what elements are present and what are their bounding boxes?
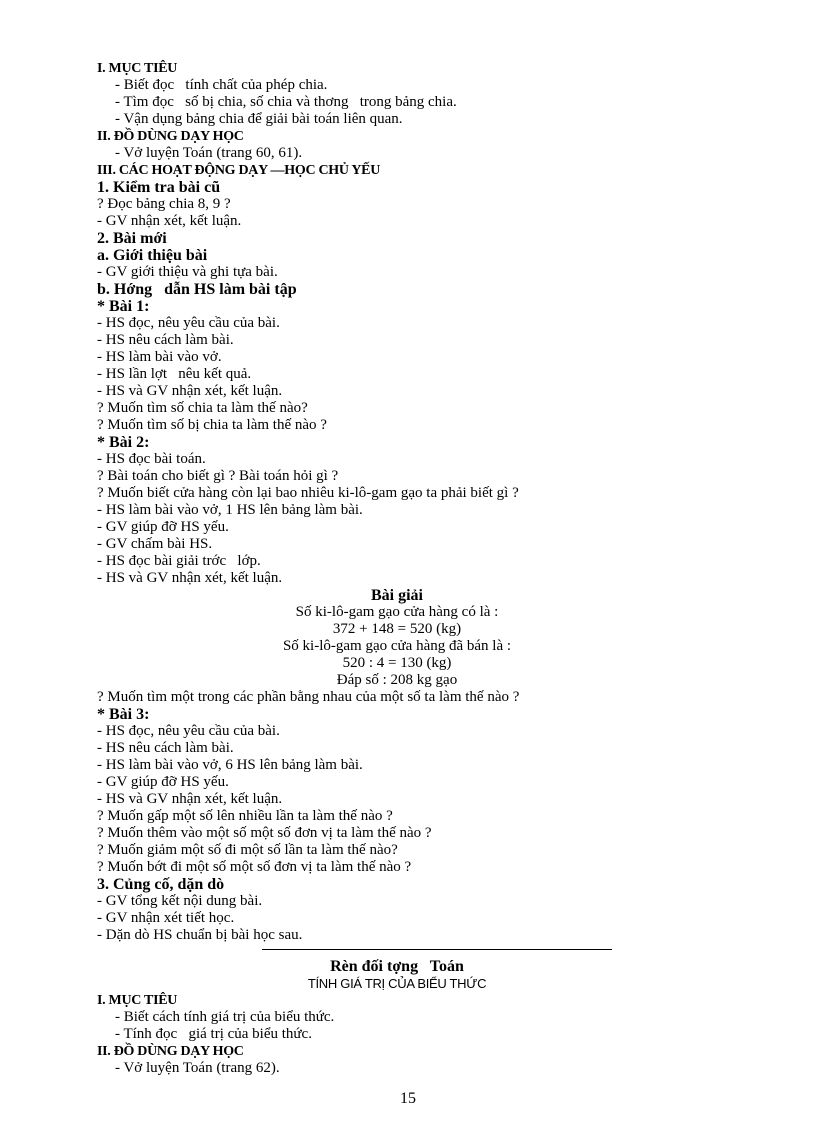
exercise3-line: - HS làm bài vào vở, 6 HS lên bảng làm bài. (97, 757, 363, 773)
solution-line: Số ki-lô-gam gạo cửa hàng đã bán là : (282, 638, 512, 654)
section2-objective-line: - Biết cách tính giá trị của biểu thức. (115, 1009, 335, 1025)
intro-title: a. Giới thiệu bài (97, 247, 208, 264)
section2-material-line: - Vở luyện Toán (trang 62). (115, 1060, 280, 1076)
section-divider (262, 949, 612, 950)
section2-subtitle: TÍNH GIÁ TRỊ CỦA BIỂU THỨC (307, 976, 487, 991)
section2-heading-materials: II. ĐỒ DÙNG DẠY HỌC (97, 1044, 244, 1059)
heading-materials: II. ĐỒ DÙNG DẠY HỌC (97, 129, 244, 144)
exercise3-line: ? Muốn thêm vào một số một số đơn vị ta làm thế nào ? (97, 825, 432, 841)
objective-line: - Vận dụng bảng chia để giải bài toán liên quan. (115, 111, 403, 127)
exercise1-line: - HS và GV nhận xét, kết luận. (97, 383, 283, 399)
question-line: ? Muốn tìm một trong các phần bằng nhau của một số ta làm thế nào ? (97, 689, 520, 705)
guide-title: b. Hớng dẫn HS làm bài tập (97, 281, 297, 298)
exercise2-line: - GV giúp đỡ HS yếu. (97, 519, 229, 535)
exercise3-line: ? Muốn gấp một số lên nhiều lần ta làm thế nào ? (97, 808, 393, 824)
exercise2-line: - GV chấm bài HS. (97, 536, 213, 552)
document-page (97, 60, 657, 1077)
exercise3-line: - HS nêu cách làm bài. (97, 740, 234, 756)
material-line: - Vở luyện Toán (trang 60, 61). (115, 145, 303, 161)
solution-line: 520 : 4 = 130 (kg) (342, 655, 452, 671)
exercise3-line: ? Muốn giảm một số đi một số lần ta làm thế nào? (97, 842, 398, 858)
exercise2-line: - HS làm bài vào vở, 1 HS lên bảng làm bài. (97, 502, 363, 518)
exercise2-line: - HS và GV nhận xét, kết luận. (97, 570, 283, 586)
solution-title: Bài giải (370, 587, 423, 604)
section2-objective-line: - Tính đọc giá trị của biểu thức. (115, 1026, 312, 1042)
exercise2-line: ? Muốn biết cửa hàng còn lại bao nhiêu ki-lô-gam gạo ta phải biết gì ? (97, 485, 519, 501)
exercise3-title: * Bài 3: (97, 706, 150, 723)
exercise2-title: * Bài 2: (97, 434, 150, 451)
exercise1-title: * Bài 1: (97, 298, 150, 315)
exercise3-line: ? Muốn bớt đi một số một số đơn vị ta làm thế nào ? (97, 859, 412, 875)
exercise3-line: - HS và GV nhận xét, kết luận. (97, 791, 283, 807)
exercise2-line: - HS đọc bài giải trớc lớp. (97, 553, 261, 569)
heading-objectives: I. MỤC TIÊU (97, 61, 178, 76)
exercise2-line: ? Bài toán cho biết gì ? Bài toán hỏi gì ? (97, 468, 339, 484)
new-lesson-title: 2. Bài mới (97, 230, 167, 247)
exercise1-line: - HS đọc, nêu yêu cầu của bài. (97, 315, 280, 331)
check-line: - GV nhận xét, kết luận. (97, 213, 242, 229)
objective-line: - Tìm đọc số bị chia, số chia và thơng trong bảng chia. (115, 94, 457, 110)
intro-line: - GV giới thiệu và ghi tựa bài. (97, 264, 278, 280)
wrap-up-title: 3. Củng cố, dặn dò (97, 876, 225, 893)
page-number: 15 (400, 1090, 416, 1107)
exercise1-line: - HS lần lợt nêu kết quả. (97, 366, 252, 382)
wrap-up-line: - GV tổng kết nội dung bài. (97, 893, 263, 909)
wrap-up-line: - GV nhận xét tiết học. (97, 910, 235, 926)
exercise3-line: - HS đọc, nêu yêu cầu của bài. (97, 723, 280, 739)
objective-line: - Biết đọc tính chất của phép chia. (115, 77, 328, 93)
check-line: ? Đọc bảng chia 8, 9 ? (97, 196, 231, 212)
section2-heading-objectives: I. MỤC TIÊU (97, 993, 178, 1008)
exercise1-line: - HS nêu cách làm bài. (97, 332, 234, 348)
solution-answer: Đáp số : 208 kg gạo (336, 672, 458, 688)
solution-line: 372 + 148 = 520 (kg) (332, 621, 462, 637)
solution-line: Số ki-lô-gam gạo cửa hàng có là : (295, 604, 499, 620)
heading-activities: III. CÁC HOẠT ĐỘNG DẠY —HỌC CHỦ YẾU (97, 163, 381, 178)
exercise3-line: - GV giúp đỡ HS yếu. (97, 774, 229, 790)
section2-title: Rèn đối tợng Toán (330, 958, 464, 975)
exercise1-line: ? Muốn tìm số chia ta làm thế nào? (97, 400, 308, 416)
wrap-up-line: - Dặn dò HS chuẩn bị bài học sau. (97, 927, 303, 943)
exercise1-line: ? Muốn tìm số bị chia ta làm thế nào ? (97, 417, 327, 433)
check-title: 1. Kiểm tra bài cũ (97, 179, 221, 196)
exercise2-line: - HS đọc bài toán. (97, 451, 206, 467)
exercise1-line: - HS làm bài vào vở. (97, 349, 222, 365)
